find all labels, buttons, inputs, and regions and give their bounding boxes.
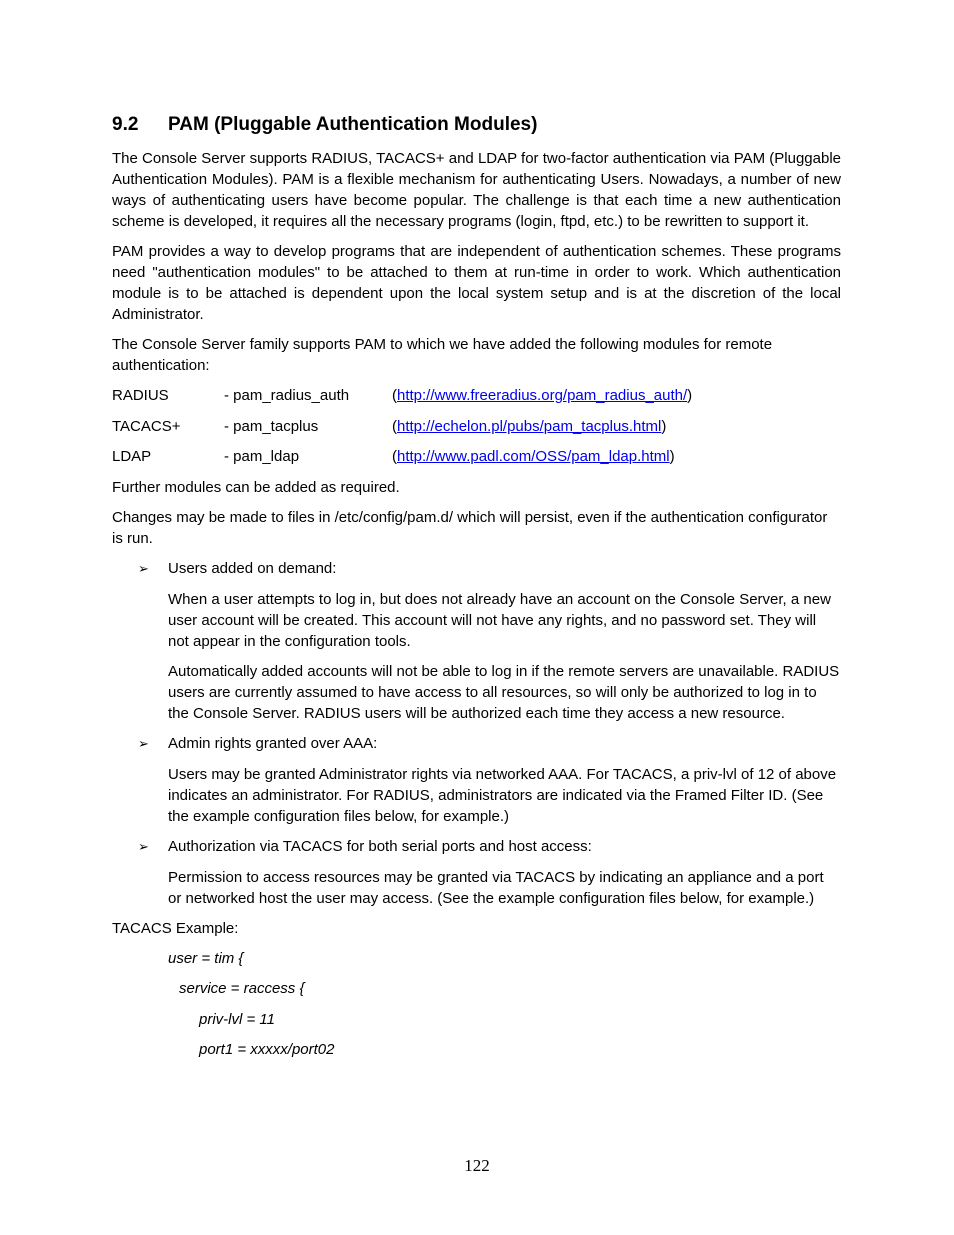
bullet-title: Admin rights granted over AAA:	[168, 734, 378, 752]
arrow-bullet-icon: ➢	[138, 735, 149, 751]
module-list	[112, 385, 841, 467]
module-name: RADIUS	[112, 387, 169, 404]
module-url-wrapper: (http://www.padl.com/OSS/pam_ldap.html)	[392, 448, 675, 465]
module-row-ldap	[112, 446, 841, 467]
code-line: port1 = xxxxx/port02	[199, 1041, 335, 1058]
bullet-title: Users added on demand:	[168, 559, 337, 577]
module-package: - pam_tacplus	[224, 417, 319, 435]
module-url-wrapper: (http://echelon.pl/pubs/pam_tacplus.html)	[392, 417, 667, 435]
module-name: LDAP	[112, 448, 152, 465]
code-line: user = tim {	[168, 949, 244, 967]
bullet-paragraph: When a user attempts to log in, but does not already have an account on the Console Server, a new user account will be created. This account will not have any rights, and no password set. They will not appear in the configuration tools.	[168, 590, 831, 650]
further-modules-note: Further modules can be added as required.	[112, 478, 400, 496]
arrow-bullet-icon: ➢	[138, 560, 149, 576]
module-url-link[interactable]: http://www.freeradius.org/pam_radius_auth/	[397, 387, 688, 404]
bullet-title: Authorization via TACACS for both serial ports and host access:	[168, 837, 592, 855]
section-number: 9.2	[112, 114, 139, 135]
module-name: TACACS+	[112, 417, 181, 435]
tacacs-example-label: TACACS Example:	[112, 919, 239, 937]
module-package: - pam_ldap	[224, 448, 300, 465]
code-line: priv-lvl = 11	[199, 1010, 275, 1028]
bullet-paragraph: Permission to access resources may be granted via TACACS by indicating an appliance and a port or networked host the user may access. (See the example configuration files below, for example.)	[168, 868, 824, 907]
bullet-paragraph: Automatically added accounts will not be able to log in if the remote servers are unavailable. RADIUS users are currently assumed to have access to all resources, so will only be authorized to log in to the Console Server. RADIUS users will be authorized each time they access a new resource.	[168, 662, 840, 722]
document-page	[112, 112, 841, 1070]
bullet-item-admin-rights	[112, 733, 841, 827]
bullet-item-tacacs-authorization	[112, 836, 841, 909]
module-url-wrapper: (http://www.freeradius.org/pam_radius_auth/)	[392, 387, 693, 404]
arrow-bullet-icon: ➢	[138, 838, 149, 854]
intro-paragraph: The Console Server supports RADIUS, TACACS+ and LDAP for two-factor authentication via PAM (Pluggable Authentication Modules). PAM is a flexible mechanism for authenticating Users. Nowadays, a number of new ways of authenticating users have become popular. The challenge is that each time a new authentication scheme is developed, it requires all the necessary programs (login, ftpd, etc.) to be rewritten to support it.	[112, 150, 841, 230]
changes-note: Changes may be made to files in /etc/config/pam.d/ which will persist, even if the authentication configurator is run.	[112, 508, 828, 547]
module-package: - pam_radius_auth	[224, 387, 350, 404]
feature-bullet-list	[112, 558, 841, 909]
page-number: 122	[464, 1156, 490, 1175]
section-title: PAM (Pluggable Authentication Modules)	[168, 114, 538, 135]
pam-description-paragraph: PAM provides a way to develop programs that are independent of authentication schemes. These programs need "authentication modules" to be attached to them at run-time in order to work. Which authentication module is to be attached is dependent upon the local system setup and is at the discretion of the local Administrator.	[112, 243, 841, 323]
bullet-item-users-on-demand	[112, 558, 841, 724]
bullet-paragraph: Users may be granted Administrator rights via networked AAA. For TACACS, a priv-lvl of 12 of above indicates an administrator. For RADIUS, administrators are indicated via the Framed Filter ID. (See the example configuration files below, for example.)	[168, 765, 837, 825]
module-row-radius	[112, 385, 841, 406]
code-line: service = raccess {	[179, 980, 305, 997]
module-row-tacacs	[112, 416, 841, 437]
supported-modules-paragraph: The Console Server family supports PAM to which we have added the following modules for remote authentication:	[112, 336, 773, 374]
tacacs-example-code	[112, 948, 841, 1061]
module-url-link[interactable]: http://echelon.pl/pubs/pam_tacplus.html	[397, 417, 662, 435]
section-heading	[112, 112, 841, 138]
module-url-link[interactable]: http://www.padl.com/OSS/pam_ldap.html	[397, 448, 670, 465]
